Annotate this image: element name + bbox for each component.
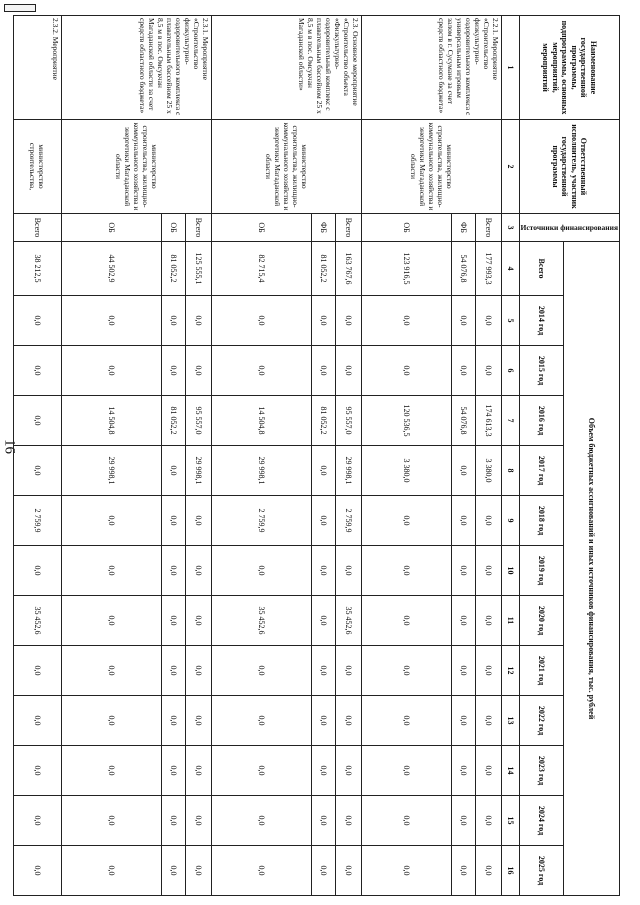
value-cell: 0,0: [185, 846, 211, 896]
column-number: 5: [501, 296, 519, 346]
value-cell: 14 504,8: [61, 396, 161, 446]
column-number: 14: [501, 746, 519, 796]
value-cell: 0,0: [61, 696, 161, 746]
source-cell: ОБ: [361, 214, 451, 242]
value-cell: 0,0: [335, 696, 361, 746]
measure-name: 2.3.1. Мероприятие «Строительство физкультурно-оздоровительного комплекса с плавательным бассейном 25 х 8,5 м в пос. Омсукчан Магаданской области за счет средств областного бюджета»: [61, 16, 211, 120]
value-cell: 0,0: [161, 846, 185, 896]
value-cell: 0,0: [475, 596, 501, 646]
value-cell: 0,0: [361, 846, 451, 896]
value-cell: 0,0: [475, 346, 501, 396]
table-row: [335, 16, 361, 896]
value-cell: 0,0: [451, 496, 475, 546]
value-cell: 0,0: [13, 546, 61, 596]
value-cell: 0,0: [61, 746, 161, 796]
column-number: 4: [501, 242, 519, 296]
value-cell: 163 767,6: [335, 242, 361, 296]
value-cell: 0,0: [161, 696, 185, 746]
header-year: 2016 год: [519, 396, 564, 446]
value-cell: 0,0: [311, 296, 335, 346]
value-cell: 0,0: [211, 546, 311, 596]
column-number: 13: [501, 696, 519, 746]
column-number: 16: [501, 846, 519, 896]
executor-cell: министерство строительства, жилищно-коммунального хозяйства и энергетики Магаданской области: [61, 120, 211, 214]
column-number: 6: [501, 346, 519, 396]
column-number: 3: [501, 214, 519, 242]
value-cell: 0,0: [475, 296, 501, 346]
value-cell: 0,0: [475, 846, 501, 896]
value-cell: 0,0: [13, 646, 61, 696]
value-cell: 0,0: [161, 296, 185, 346]
value-cell: 0,0: [475, 496, 501, 546]
value-cell: 0,0: [311, 646, 335, 696]
value-cell: 0,0: [335, 346, 361, 396]
measure-name: 2.3. Основное мероприятие «Строительство объекта «Физкультурно-оздоровительный комплекс с плавательным бассейном 25 х 8,5 м в пос. Омсукчан Магаданской области»: [211, 16, 361, 120]
value-cell: 0,0: [211, 696, 311, 746]
value-cell: 29 998,1: [185, 446, 211, 496]
column-number: 1: [501, 16, 519, 120]
value-cell: 54 076,8: [451, 396, 475, 446]
value-cell: 0,0: [361, 546, 451, 596]
value-cell: 0,0: [311, 846, 335, 896]
value-cell: 0,0: [335, 296, 361, 346]
value-cell: 0,0: [185, 346, 211, 396]
value-cell: 0,0: [311, 546, 335, 596]
value-cell: 0,0: [185, 546, 211, 596]
value-cell: 0,0: [61, 796, 161, 846]
column-number: 15: [501, 796, 519, 846]
value-cell: 120 536,5: [361, 396, 451, 446]
header-year: 2015 год: [519, 346, 564, 396]
header-year: 2025 год: [519, 846, 564, 896]
page-number: 16: [1, 439, 18, 454]
value-cell: 0,0: [185, 796, 211, 846]
value-cell: 0,0: [361, 596, 451, 646]
value-cell: 0,0: [61, 596, 161, 646]
value-cell: 0,0: [161, 746, 185, 796]
value-cell: 95 557,0: [335, 396, 361, 446]
value-cell: 81 052,2: [161, 242, 185, 296]
header-name: Наименование государственной программы, подпрограммы, основных мероприятий, мероприятий: [519, 16, 619, 120]
value-cell: 44 502,9: [61, 242, 161, 296]
header-year: 2017 год: [519, 446, 564, 496]
value-cell: 35 452,6: [211, 596, 311, 646]
value-cell: 0,0: [451, 796, 475, 846]
header-source-text: Источники финансирования: [520, 223, 618, 232]
value-cell: 0,0: [451, 596, 475, 646]
source-cell: Всего: [475, 214, 501, 242]
value-cell: 0,0: [335, 746, 361, 796]
measure-name: 2.2.1. Мероприятие «Строительство физкультурно-оздоровительного комплекса с универсальным игровым залом в г. Сусумане за счет средств областного бюджета»: [361, 16, 501, 120]
value-cell: 0,0: [13, 696, 61, 746]
value-cell: 81 052,2: [161, 396, 185, 446]
value-cell: 29 998,1: [211, 446, 311, 496]
value-cell: 0,0: [475, 696, 501, 746]
executor-cell: министерство строительства,: [13, 120, 61, 214]
value-cell: 123 916,5: [361, 242, 451, 296]
value-cell: 0,0: [361, 746, 451, 796]
value-cell: 0,0: [61, 346, 161, 396]
value-cell: 0,0: [335, 796, 361, 846]
value-cell: 38 212,5: [13, 242, 61, 296]
value-cell: 0,0: [311, 346, 335, 396]
value-cell: 0,0: [451, 346, 475, 396]
value-cell: 35 452,6: [335, 596, 361, 646]
value-cell: 0,0: [475, 646, 501, 696]
column-number: 11: [501, 596, 519, 646]
source-cell: Всего: [13, 214, 61, 242]
header-executor: Ответственный исполнитель, участник государственной программы: [519, 120, 619, 214]
value-cell: 0,0: [161, 546, 185, 596]
measure-name: 2.3.2. Мероприятие: [13, 16, 61, 120]
header-source: [519, 214, 619, 242]
table-row: [13, 16, 61, 896]
value-cell: 29 998,1: [61, 446, 161, 496]
value-cell: 0,0: [13, 346, 61, 396]
value-cell: 0,0: [161, 596, 185, 646]
value-cell: 0,0: [451, 546, 475, 596]
source-cell: ФБ: [451, 214, 475, 242]
column-number: 8: [501, 446, 519, 496]
value-cell: 174 613,3: [475, 396, 501, 446]
value-cell: 0,0: [361, 496, 451, 546]
value-cell: 125 555,1: [185, 242, 211, 296]
value-cell: 95 557,0: [185, 396, 211, 446]
value-cell: 0,0: [185, 746, 211, 796]
value-cell: 0,0: [311, 596, 335, 646]
header-total: Всего: [519, 242, 564, 296]
value-cell: 0,0: [13, 296, 61, 346]
table-row: [185, 16, 211, 896]
value-cell: 29 998,1: [335, 446, 361, 496]
header-year: 2022 год: [519, 696, 564, 746]
value-cell: 0,0: [475, 796, 501, 846]
value-cell: 0,0: [185, 596, 211, 646]
source-cell: ОБ: [211, 214, 311, 242]
header-volume: Объем бюджетных ассигнований и иных источников финансирования, тыс. рублей: [564, 242, 620, 896]
value-cell: 0,0: [185, 696, 211, 746]
corner-mark: [4, 4, 36, 12]
value-cell: 0,0: [13, 846, 61, 896]
value-cell: 0,0: [451, 846, 475, 896]
header-year: 2021 год: [519, 646, 564, 696]
value-cell: 0,0: [311, 696, 335, 746]
value-cell: 0,0: [335, 646, 361, 696]
header-year: 2023 год: [519, 746, 564, 796]
value-cell: 0,0: [311, 446, 335, 496]
column-number: 9: [501, 496, 519, 546]
value-cell: 0,0: [61, 846, 161, 896]
value-cell: 0,0: [361, 796, 451, 846]
executor-cell: министерство строительства, жилищно-коммунального хозяйства и энергетики Магаданской области: [211, 120, 361, 214]
executor-cell: министерство строительства, жилищно-коммунального хозяйства и энергетики Магаданской области: [361, 120, 501, 214]
value-cell: 0,0: [335, 546, 361, 596]
value-cell: 0,0: [211, 296, 311, 346]
value-cell: 2 759,9: [211, 496, 311, 546]
source-cell: ФБ: [311, 214, 335, 242]
value-cell: 3 380,0: [361, 446, 451, 496]
value-cell: 177 993,3: [475, 242, 501, 296]
value-cell: 0,0: [311, 746, 335, 796]
value-cell: 0,0: [451, 746, 475, 796]
value-cell: 0,0: [161, 646, 185, 696]
value-cell: 0,0: [451, 296, 475, 346]
value-cell: 0,0: [361, 296, 451, 346]
value-cell: 0,0: [185, 496, 211, 546]
header-year: 2020 год: [519, 596, 564, 646]
value-cell: 81 052,2: [311, 396, 335, 446]
value-cell: 0,0: [211, 746, 311, 796]
value-cell: 82 715,4: [211, 242, 311, 296]
value-cell: 2 759,9: [335, 496, 361, 546]
value-cell: 0,0: [161, 496, 185, 546]
value-cell: 54 076,8: [451, 242, 475, 296]
value-cell: 0,0: [451, 696, 475, 746]
value-cell: 0,0: [13, 396, 61, 446]
value-cell: 35 452,6: [13, 596, 61, 646]
value-cell: 0,0: [211, 646, 311, 696]
value-cell: 0,0: [13, 446, 61, 496]
value-cell: 0,0: [451, 646, 475, 696]
value-cell: 0,0: [311, 496, 335, 546]
header-year: 2019 год: [519, 546, 564, 596]
value-cell: 0,0: [211, 796, 311, 846]
value-cell: 0,0: [361, 696, 451, 746]
table-row: [475, 16, 501, 896]
value-cell: 0,0: [61, 496, 161, 546]
value-cell: 0,0: [311, 796, 335, 846]
value-cell: 0,0: [451, 446, 475, 496]
column-number: 10: [501, 546, 519, 596]
column-number: 12: [501, 646, 519, 696]
financing-table: [13, 15, 620, 896]
value-cell: 0,0: [335, 846, 361, 896]
value-cell: 81 052,2: [311, 242, 335, 296]
value-cell: 2 759,9: [13, 496, 61, 546]
value-cell: 0,0: [13, 796, 61, 846]
value-cell: 0,0: [211, 846, 311, 896]
value-cell: 14 504,8: [211, 396, 311, 446]
source-cell: ОБ: [61, 214, 161, 242]
source-cell: Всего: [335, 214, 361, 242]
value-cell: 0,0: [185, 296, 211, 346]
value-cell: 0,0: [61, 646, 161, 696]
value-cell: 0,0: [161, 346, 185, 396]
value-cell: 0,0: [13, 746, 61, 796]
value-cell: 0,0: [161, 446, 185, 496]
value-cell: 0,0: [161, 796, 185, 846]
value-cell: 3 380,0: [475, 446, 501, 496]
value-cell: 0,0: [61, 546, 161, 596]
source-cell: Всего: [185, 214, 211, 242]
value-cell: 0,0: [185, 646, 211, 696]
value-cell: 0,0: [361, 646, 451, 696]
header-year: 2018 год: [519, 496, 564, 546]
value-cell: 0,0: [61, 296, 161, 346]
value-cell: 0,0: [211, 346, 311, 396]
rotated-table-wrapper: [28, 15, 620, 895]
header-year: 2014 год: [519, 296, 564, 346]
value-cell: 0,0: [361, 346, 451, 396]
source-cell: ОБ: [161, 214, 185, 242]
value-cell: 0,0: [475, 546, 501, 596]
column-number: 2: [501, 120, 519, 214]
header-year: 2024 год: [519, 796, 564, 846]
value-cell: 0,0: [475, 746, 501, 796]
column-number: 7: [501, 396, 519, 446]
